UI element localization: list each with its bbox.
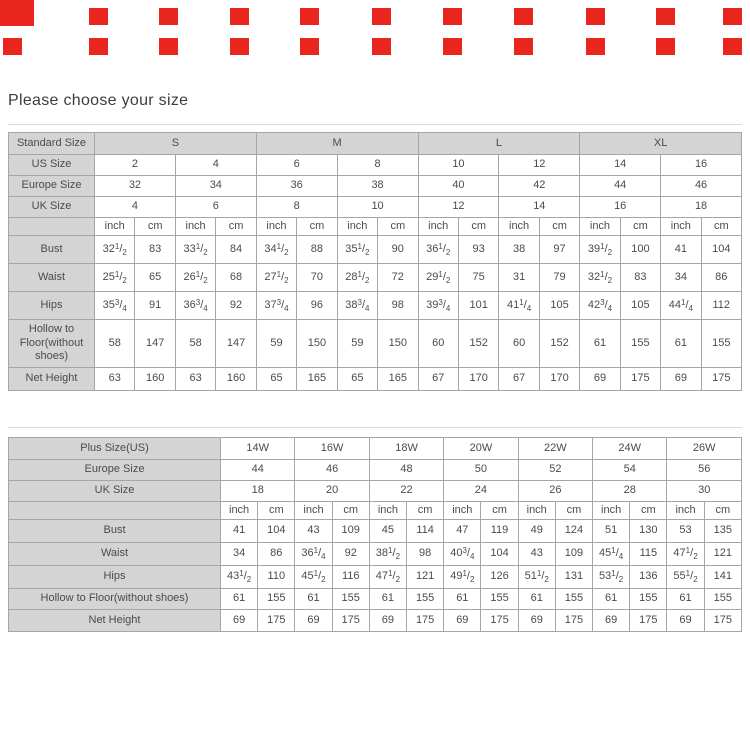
size-cell: 2 <box>95 155 176 176</box>
measure-cell: 110 <box>258 566 295 589</box>
measure-cell: 100 <box>620 236 660 264</box>
table-row <box>9 155 742 176</box>
unit-cell-inch: inch <box>256 218 296 236</box>
measure-cell: $44^1/4$ <box>661 292 701 320</box>
size-cell: 14W <box>221 438 295 460</box>
measure-cell: $37^3/4$ <box>256 292 296 320</box>
measure-cell: 59 <box>337 320 377 368</box>
red-mark <box>3 38 22 55</box>
measure-cell: 69 <box>518 610 555 632</box>
measure-cell: $53^1/2$ <box>593 566 630 589</box>
measure-cell: 91 <box>135 292 175 320</box>
red-mark <box>723 8 742 25</box>
size-cell: 46 <box>661 176 742 197</box>
measure-cell: 155 <box>620 320 660 368</box>
red-mark <box>159 38 178 55</box>
size-cell: 42 <box>499 176 580 197</box>
measure-cell: 83 <box>135 236 175 264</box>
measure-cell: 175 <box>555 610 592 632</box>
measure-cell: 175 <box>630 610 667 632</box>
measure-cell: 115 <box>630 543 667 566</box>
measure-cell: $45^1/4$ <box>593 543 630 566</box>
size-cell: 52 <box>518 460 592 481</box>
measure-cell: 175 <box>332 610 369 632</box>
measure-cell: 104 <box>701 236 741 264</box>
measure-cell: 155 <box>701 320 741 368</box>
measure-cell: 92 <box>332 543 369 566</box>
size-cell: 4 <box>95 197 176 218</box>
table-row <box>9 218 742 236</box>
size-cell: 26W <box>667 438 742 460</box>
size-cell: 48 <box>369 460 443 481</box>
page-title: Please choose your size <box>8 92 189 109</box>
red-mark <box>586 38 605 55</box>
unit-cell-cm: cm <box>539 218 579 236</box>
measure-cell: 105 <box>620 292 660 320</box>
red-mark <box>300 8 319 25</box>
unit-cell-cm: cm <box>378 218 418 236</box>
table-row <box>9 566 742 589</box>
row-label-waist: Waist <box>9 264 95 292</box>
measure-cell: 69 <box>580 368 620 391</box>
measure-cell: 43 <box>518 543 555 566</box>
measure-cell: 155 <box>704 589 741 610</box>
measure-cell: 165 <box>297 368 337 391</box>
measure-cell: 34 <box>221 543 258 566</box>
measure-cell: $39^1/2$ <box>580 236 620 264</box>
measure-cell: 61 <box>661 320 701 368</box>
measure-cell: 98 <box>378 292 418 320</box>
measure-cell: $35^1/2$ <box>337 236 377 264</box>
measure-cell: 69 <box>593 610 630 632</box>
size-cell: 46 <box>295 460 369 481</box>
measure-cell: $55^1/2$ <box>667 566 704 589</box>
red-mark <box>443 8 462 25</box>
measure-cell: 59 <box>256 320 296 368</box>
row-label-uk-size: UK Size <box>9 197 95 218</box>
size-cell: 22W <box>518 438 592 460</box>
size-cell: 8 <box>256 197 337 218</box>
measure-cell: 53 <box>667 520 704 543</box>
unit-cell-inch: inch <box>667 502 704 520</box>
red-mark <box>443 38 462 55</box>
measure-cell: 61 <box>369 589 406 610</box>
size-cell: 26 <box>518 481 592 502</box>
table-row <box>9 502 742 520</box>
measure-cell: 88 <box>297 236 337 264</box>
measure-cell: 175 <box>481 610 518 632</box>
unit-cell-inch: inch <box>580 218 620 236</box>
measure-cell: 126 <box>481 566 518 589</box>
red-mark <box>89 38 108 55</box>
table-row <box>9 368 742 391</box>
measure-cell: 175 <box>620 368 660 391</box>
measure-cell: 60 <box>499 320 539 368</box>
measure-cell: 175 <box>258 610 295 632</box>
size-cell: 14 <box>580 155 661 176</box>
size-cell: 16 <box>661 155 742 176</box>
unit-cell-cm: cm <box>297 218 337 236</box>
measure-cell: 147 <box>216 320 256 368</box>
measure-cell: $32^1/2$ <box>95 236 135 264</box>
measure-cell: 109 <box>555 543 592 566</box>
measure-cell: 93 <box>458 236 498 264</box>
row-label-waist: Waist <box>9 543 221 566</box>
measure-cell: 61 <box>667 589 704 610</box>
standard-size-table <box>8 132 742 391</box>
measure-cell: 175 <box>704 610 741 632</box>
size-cell: 20 <box>295 481 369 502</box>
measure-cell: 75 <box>458 264 498 292</box>
measure-cell: 147 <box>135 320 175 368</box>
unit-cell-cm: cm <box>216 218 256 236</box>
measure-cell: 41 <box>661 236 701 264</box>
measure-cell: $49^1/2$ <box>444 566 481 589</box>
unit-cell-cm: cm <box>555 502 592 520</box>
unit-cell-inch: inch <box>95 218 135 236</box>
measure-cell: $34^1/2$ <box>256 236 296 264</box>
measure-cell: 61 <box>221 589 258 610</box>
measure-cell: 116 <box>332 566 369 589</box>
measure-cell: 101 <box>458 292 498 320</box>
measure-cell: 170 <box>458 368 498 391</box>
measure-cell: 38 <box>499 236 539 264</box>
measure-cell: 86 <box>258 543 295 566</box>
unit-cell-inch: inch <box>337 218 377 236</box>
unit-cell-cm: cm <box>630 502 667 520</box>
unit-cell-inch: inch <box>369 502 406 520</box>
measure-cell: $40^3/4$ <box>444 543 481 566</box>
measure-cell: 130 <box>630 520 667 543</box>
measure-cell: 61 <box>593 589 630 610</box>
red-mark <box>372 38 391 55</box>
table-row <box>9 176 742 197</box>
unit-cell-inch: inch <box>418 218 458 236</box>
table-row <box>9 520 742 543</box>
row-label-hips: Hips <box>9 292 95 320</box>
red-mark <box>230 38 249 55</box>
size-cell: 20W <box>444 438 518 460</box>
size-cell: 18 <box>221 481 295 502</box>
measure-cell: 150 <box>297 320 337 368</box>
measure-cell: 61 <box>444 589 481 610</box>
table-row <box>9 543 742 566</box>
size-cell: 18W <box>369 438 443 460</box>
corner-label: Standard Size <box>9 133 95 155</box>
size-cell: 14 <box>499 197 580 218</box>
measure-cell: 51 <box>593 520 630 543</box>
table-row <box>9 292 742 320</box>
measure-cell: $35^3/4$ <box>95 292 135 320</box>
measure-cell: 49 <box>518 520 555 543</box>
measure-cell: 70 <box>297 264 337 292</box>
size-cell: 28 <box>593 481 667 502</box>
row-label-hollow-to-floor-without-shoes: Hollow to Floor(without shoes) <box>9 320 95 368</box>
size-cell: 56 <box>667 460 742 481</box>
measure-cell: 175 <box>701 368 741 391</box>
measure-cell: 58 <box>175 320 215 368</box>
measure-cell: 41 <box>221 520 258 543</box>
table-row <box>9 589 742 610</box>
size-cell: 16W <box>295 438 369 460</box>
measure-cell: 31 <box>499 264 539 292</box>
measure-cell: 65 <box>337 368 377 391</box>
size-cell: 12 <box>418 197 499 218</box>
unit-cell-cm: cm <box>332 502 369 520</box>
row-label-net-height: Net Height <box>9 610 221 632</box>
measure-cell: 104 <box>258 520 295 543</box>
size-group-header-m: M <box>256 133 418 155</box>
measure-cell: $45^1/2$ <box>295 566 332 589</box>
size-cell: 36 <box>256 176 337 197</box>
size-cell: 32 <box>95 176 176 197</box>
measure-cell: 155 <box>407 589 444 610</box>
size-cell: 30 <box>667 481 742 502</box>
measure-cell: $33^1/2$ <box>175 236 215 264</box>
table-row <box>9 133 742 155</box>
red-mark <box>0 0 34 26</box>
measure-cell: $26^1/2$ <box>175 264 215 292</box>
table-row <box>9 320 742 368</box>
unit-cell-inch: inch <box>499 218 539 236</box>
measure-cell: 69 <box>295 610 332 632</box>
unit-cell-cm: cm <box>458 218 498 236</box>
measure-cell: 136 <box>630 566 667 589</box>
unit-cell-cm: cm <box>701 218 741 236</box>
measure-cell: 109 <box>332 520 369 543</box>
measure-cell: $42^3/4$ <box>580 292 620 320</box>
measure-cell: $47^1/2$ <box>667 543 704 566</box>
red-mark <box>723 38 742 55</box>
measure-cell: $38^3/4$ <box>337 292 377 320</box>
measure-cell: 67 <box>418 368 458 391</box>
unit-cell-inch: inch <box>661 218 701 236</box>
measure-cell: 69 <box>661 368 701 391</box>
measure-cell: 63 <box>95 368 135 391</box>
unit-row-corner <box>9 502 221 520</box>
size-cell: 40 <box>418 176 499 197</box>
measure-cell: $28^1/2$ <box>337 264 377 292</box>
red-mark <box>159 8 178 25</box>
measure-cell: 160 <box>135 368 175 391</box>
measure-cell: $27^1/2$ <box>256 264 296 292</box>
measure-cell: $36^3/4$ <box>175 292 215 320</box>
size-cell: 54 <box>593 460 667 481</box>
row-label-us-size: US Size <box>9 155 95 176</box>
red-mark <box>586 8 605 25</box>
plus-size-table <box>8 437 742 632</box>
measure-cell: 124 <box>555 520 592 543</box>
row-label-hips: Hips <box>9 566 221 589</box>
row-label-bust: Bust <box>9 236 95 264</box>
measure-cell: 97 <box>539 236 579 264</box>
measure-cell: 112 <box>701 292 741 320</box>
measure-cell: 105 <box>539 292 579 320</box>
size-cell: 6 <box>175 197 256 218</box>
measure-cell: 92 <box>216 292 256 320</box>
unit-cell-cm: cm <box>407 502 444 520</box>
size-cell: 44 <box>221 460 295 481</box>
table-row <box>9 236 742 264</box>
measure-cell: 155 <box>555 589 592 610</box>
measure-cell: 69 <box>667 610 704 632</box>
size-cell: 44 <box>580 176 661 197</box>
measure-cell: 121 <box>407 566 444 589</box>
red-mark <box>372 8 391 25</box>
size-cell: 6 <box>256 155 337 176</box>
size-cell: 50 <box>444 460 518 481</box>
size-group-header-l: L <box>418 133 580 155</box>
unit-row-corner <box>9 218 95 236</box>
measure-cell: 68 <box>216 264 256 292</box>
measure-cell: 155 <box>630 589 667 610</box>
unit-cell-inch: inch <box>295 502 332 520</box>
red-mark <box>656 8 675 25</box>
measure-cell: 47 <box>444 520 481 543</box>
red-mark <box>514 8 533 25</box>
measure-cell: 69 <box>369 610 406 632</box>
unit-cell-cm: cm <box>135 218 175 236</box>
size-cell: 10 <box>337 197 418 218</box>
row-label-plus-size-us: Plus Size(US) <box>9 438 221 460</box>
size-cell: 16 <box>580 197 661 218</box>
size-group-header-s: S <box>95 133 257 155</box>
measure-cell: 152 <box>458 320 498 368</box>
measure-cell: 61 <box>295 589 332 610</box>
size-cell: 24 <box>444 481 518 502</box>
row-label-bust: Bust <box>9 520 221 543</box>
unit-cell-cm: cm <box>704 502 741 520</box>
red-mark <box>514 38 533 55</box>
measure-cell: 150 <box>378 320 418 368</box>
measure-cell: $29^1/2$ <box>418 264 458 292</box>
measure-cell: 160 <box>216 368 256 391</box>
unit-cell-cm: cm <box>620 218 660 236</box>
measure-cell: 131 <box>555 566 592 589</box>
measure-cell: $39^3/4$ <box>418 292 458 320</box>
size-cell: 22 <box>369 481 443 502</box>
measure-cell: 84 <box>216 236 256 264</box>
measure-cell: 63 <box>175 368 215 391</box>
red-mark <box>300 38 319 55</box>
measure-cell: 65 <box>135 264 175 292</box>
measure-cell: 155 <box>481 589 518 610</box>
table-row <box>9 438 742 460</box>
measure-cell: 114 <box>407 520 444 543</box>
measure-cell: 72 <box>378 264 418 292</box>
measure-cell: 96 <box>297 292 337 320</box>
unit-cell-inch: inch <box>593 502 630 520</box>
measure-cell: 86 <box>701 264 741 292</box>
measure-cell: 175 <box>407 610 444 632</box>
measure-cell: $36^1/4$ <box>295 543 332 566</box>
table-row <box>9 481 742 502</box>
measure-cell: $25^1/2$ <box>95 264 135 292</box>
measure-cell: $41^1/4$ <box>499 292 539 320</box>
measure-cell: 104 <box>481 543 518 566</box>
measure-cell: 141 <box>704 566 741 589</box>
measure-cell: 152 <box>539 320 579 368</box>
size-cell: 4 <box>175 155 256 176</box>
measure-cell: 121 <box>704 543 741 566</box>
measure-cell: 61 <box>518 589 555 610</box>
measure-cell: $38^1/2$ <box>369 543 406 566</box>
size-cell: 24W <box>593 438 667 460</box>
measure-cell: 90 <box>378 236 418 264</box>
measure-cell: 69 <box>444 610 481 632</box>
measure-cell: 67 <box>499 368 539 391</box>
size-cell: 10 <box>418 155 499 176</box>
measure-cell: 45 <box>369 520 406 543</box>
size-cell: 12 <box>499 155 580 176</box>
size-cell: 34 <box>175 176 256 197</box>
divider-rule-top <box>8 124 742 125</box>
unit-cell-inch: inch <box>175 218 215 236</box>
measure-cell: 34 <box>661 264 701 292</box>
measure-cell: 69 <box>221 610 258 632</box>
measure-cell: 83 <box>620 264 660 292</box>
size-cell: 18 <box>661 197 742 218</box>
unit-cell-inch: inch <box>444 502 481 520</box>
row-label-europe-size: Europe Size <box>9 460 221 481</box>
measure-cell: 65 <box>256 368 296 391</box>
unit-cell-cm: cm <box>258 502 295 520</box>
table-row <box>9 610 742 632</box>
size-group-header-xl: XL <box>580 133 742 155</box>
measure-cell: $43^1/2$ <box>221 566 258 589</box>
measure-cell: 98 <box>407 543 444 566</box>
red-mark <box>230 8 249 25</box>
measure-cell: $36^1/2$ <box>418 236 458 264</box>
table-row <box>9 460 742 481</box>
measure-cell: 58 <box>95 320 135 368</box>
table-row <box>9 264 742 292</box>
table-row <box>9 197 742 218</box>
measure-cell: $51^1/2$ <box>518 566 555 589</box>
measure-cell: $47^1/2$ <box>369 566 406 589</box>
measure-cell: $32^1/2$ <box>580 264 620 292</box>
measure-cell: 155 <box>258 589 295 610</box>
measure-cell: 135 <box>704 520 741 543</box>
measure-cell: 60 <box>418 320 458 368</box>
measure-cell: 119 <box>481 520 518 543</box>
unit-cell-inch: inch <box>518 502 555 520</box>
row-label-uk-size: UK Size <box>9 481 221 502</box>
size-cell: 8 <box>337 155 418 176</box>
measure-cell: 79 <box>539 264 579 292</box>
divider-rule-middle <box>8 427 742 428</box>
row-label-europe-size: Europe Size <box>9 176 95 197</box>
unit-cell-cm: cm <box>481 502 518 520</box>
size-cell: 38 <box>337 176 418 197</box>
measure-cell: 165 <box>378 368 418 391</box>
red-mark <box>656 38 675 55</box>
row-label-hollow-to-floor-without-shoes: Hollow to Floor(without shoes) <box>9 589 221 610</box>
red-mark <box>89 8 108 25</box>
measure-cell: 170 <box>539 368 579 391</box>
measure-cell: 61 <box>580 320 620 368</box>
unit-cell-inch: inch <box>221 502 258 520</box>
measure-cell: 155 <box>332 589 369 610</box>
row-label-net-height: Net Height <box>9 368 95 391</box>
measure-cell: 43 <box>295 520 332 543</box>
